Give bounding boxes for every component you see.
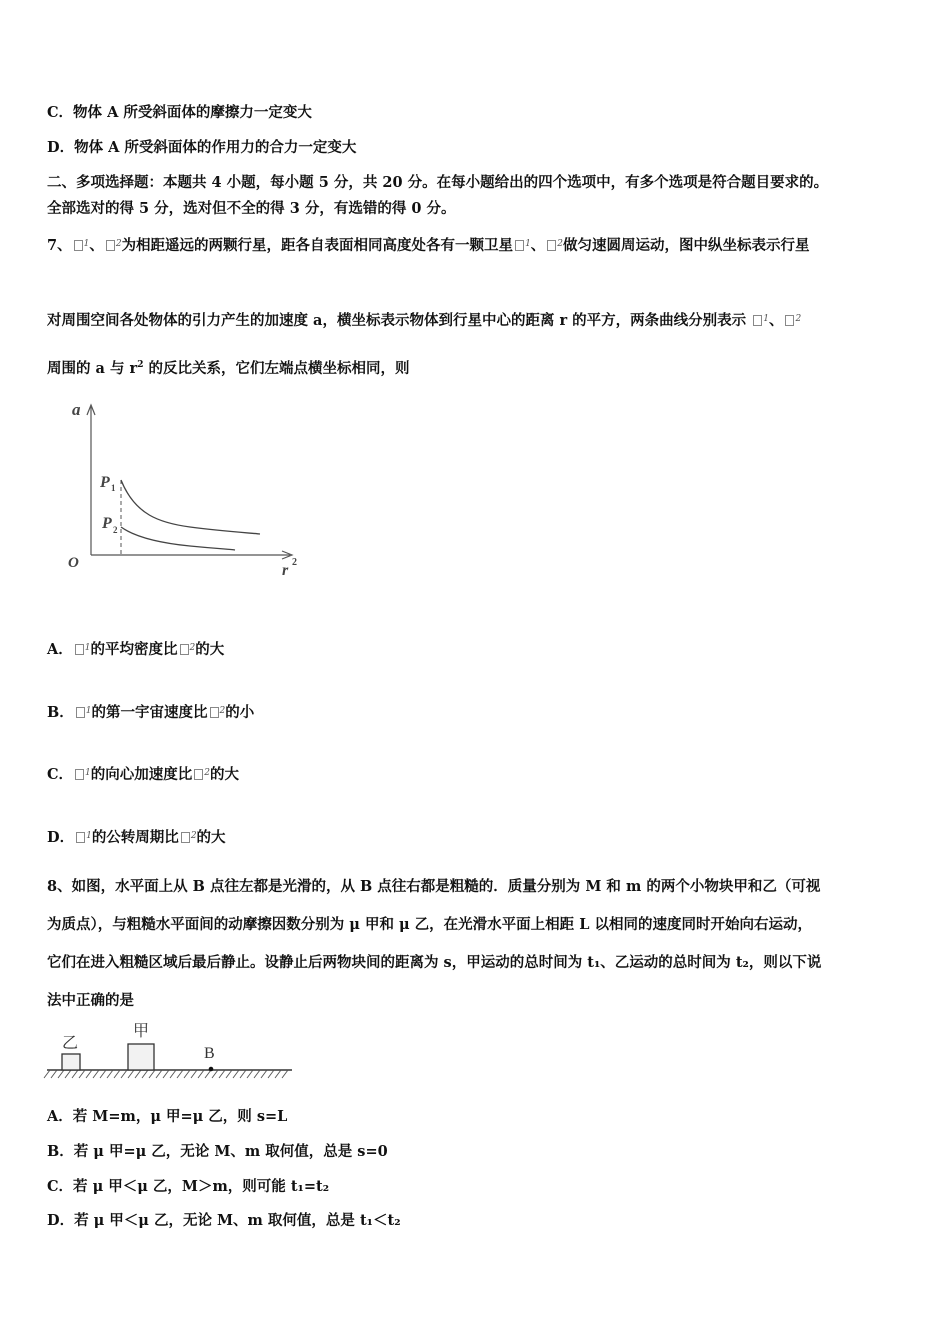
option-text: 的大 (210, 766, 240, 783)
p2-label: P (102, 515, 112, 532)
option-text: 的大 (195, 641, 225, 658)
q7-stem-text-c: 对周围空间各处物体的引力产生的加速度 a，横坐标表示物体到行星中心的距离 r 的平方，两条曲线分别表示 (47, 312, 747, 329)
q7-stem-line3 (47, 357, 410, 378)
missing-image-icon (76, 707, 85, 718)
p1-subscript: 1 (111, 483, 116, 493)
satellite-subscript: 2 (557, 239, 564, 249)
missing-image-icon (76, 832, 85, 843)
planet-subscript: 1 (84, 643, 91, 653)
missing-image-icon (785, 315, 794, 326)
satellite-subscript: 1 (85, 768, 91, 778)
curve-p1 (121, 480, 260, 534)
x-axis-superscript: 2 (292, 557, 297, 568)
satellite-subscript: 2 (204, 768, 211, 778)
separator: 、 (89, 237, 104, 254)
option-text: 的向心加速度比 (90, 766, 193, 783)
q7-option-d[interactable] (47, 826, 226, 847)
p2-subscript: 2 (113, 525, 118, 535)
prev-option-d: D．物体 A 所受斜面体的作用力的合力一定变大 (47, 139, 357, 156)
label-yi: 乙 (62, 1035, 79, 1052)
q7-option-a[interactable] (47, 638, 224, 659)
x-axis-label: r (282, 562, 289, 579)
r-squared-superscript: 2 (137, 360, 144, 371)
q7-stem-text-a: 为相距遥远的两颗行星，距各自表面相同高度处各有一颗卫星 (121, 237, 514, 254)
q8-stem-line4: 法中正确的是 (47, 992, 134, 1009)
q8-stem-line1: 8、如图，水平面上从 B 点往左都是光滑的，从 B 点往右都是粗糙的．质量分别为 M 和 m 的两个小物块甲和乙（可视 (47, 878, 821, 895)
q7-option-b[interactable] (47, 701, 254, 722)
q8-option-a[interactable]: A．若 M=m，μ 甲=μ 乙，则 s=L (47, 1108, 288, 1125)
prev-option-c: C．物体 A 所受斜面体的摩擦力一定变大 (47, 104, 312, 121)
q7-stem-text-e: 的反比关系，它们左端点横坐标相同，则 (143, 360, 410, 377)
ground-hatching (44, 1070, 288, 1078)
satellite-subscript: 2 (190, 831, 197, 841)
missing-image-icon (106, 240, 115, 251)
missing-image-icon (74, 240, 83, 251)
planet-subscript: 1 (763, 314, 769, 324)
missing-image-icon (180, 644, 189, 655)
missing-image-icon (194, 769, 203, 780)
planet-subscript: 2 (219, 706, 226, 716)
option-text: 的第一宇宙速度比 (91, 704, 208, 721)
point-b (209, 1067, 214, 1072)
q7-stem-text-b: 做匀速圆周运动，图中纵坐标表示行星 (563, 237, 810, 254)
origin-label: O (68, 555, 79, 571)
option-text: 的平均密度比 (90, 641, 178, 658)
separator: 、 (530, 237, 546, 254)
planet-subscript: 1 (83, 239, 90, 249)
option-letter: D． (47, 829, 75, 846)
option-letter: C． (47, 766, 74, 783)
option-letter: B． (47, 704, 74, 721)
missing-image-icon (181, 832, 190, 843)
y-axis-label: a (72, 400, 81, 419)
satellite-subscript: 1 (86, 831, 92, 841)
q8-option-b[interactable]: B．若 μ 甲=μ 乙，无论 M、m 取何值，总是 s=0 (47, 1143, 388, 1160)
missing-image-icon (753, 315, 762, 326)
block-jia (128, 1044, 154, 1070)
q8-stem-line2: 为质点），与粗糙水平面间的动摩擦因数分别为 μ 甲和 μ 乙，在光滑水平面上相距 L 以相同的速度同时开始向右运动， (47, 916, 812, 933)
block-yi (62, 1054, 80, 1070)
q8-option-d[interactable]: D．若 μ 甲＜μ 乙，无论 M、m 取何值，总是 t₁＜t₂ (47, 1212, 401, 1229)
section-header-line1: 二、多项选择题：本题共 4 小题，每小题 5 分，共 20 分。在每小题给出的四个选项中，有多个选项是符合题目要求的。 (47, 174, 829, 191)
separator: 、 (768, 312, 784, 329)
option-letter: A． (47, 641, 73, 658)
planet-subscript: 1 (85, 706, 92, 716)
q7-stem-line1 (47, 234, 810, 255)
option-text: 的公转周期比 (91, 829, 179, 846)
missing-image-icon (210, 707, 219, 718)
p1-label: P (100, 474, 110, 491)
missing-image-icon (515, 240, 524, 251)
q7-stem-text-d: 周围的 a 与 r (47, 360, 138, 377)
planet-subscript: 2 (115, 239, 122, 249)
section-header-line2: 全部选对的得 5 分，选对但不全的得 3 分，有选错的得 0 分。 (47, 200, 456, 217)
option-text: 的小 (225, 704, 255, 721)
planet-subscript: 2 (795, 314, 802, 324)
q7-option-c[interactable] (47, 763, 239, 784)
q7-graph (60, 395, 310, 580)
q8-stem-line3: 它们在进入粗糙区域后最后静止。设静止后两物块间的距离为 s，甲运动的总时间为 t₁、乙运动的总时间为 t₂，则以下说 (47, 954, 822, 971)
q7-number: 7、 (47, 237, 72, 254)
satellite-subscript: 1 (525, 239, 531, 249)
label-jia: 甲 (133, 1023, 150, 1040)
planet-subscript: 2 (189, 643, 196, 653)
q8-figure (44, 1018, 294, 1083)
missing-image-icon (75, 644, 84, 655)
missing-image-icon (547, 240, 556, 251)
missing-image-icon (75, 769, 84, 780)
label-b: B (204, 1045, 215, 1062)
q7-stem-line2 (47, 309, 801, 330)
option-text: 的大 (196, 829, 226, 846)
q8-option-c[interactable]: C．若 μ 甲＜μ 乙，M＞m，则可能 t₁=t₂ (47, 1178, 330, 1195)
